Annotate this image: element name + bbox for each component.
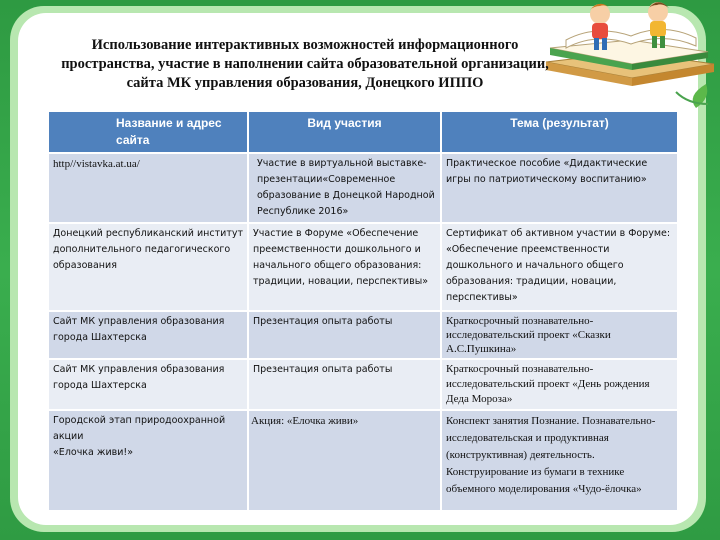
table-header-row: [49, 112, 678, 153]
table-row: [49, 410, 678, 510]
cell-site: http//vistavka.at.ua/: [49, 153, 248, 223]
cell-site: Сайт МК управления образования города Шахтерска: [49, 359, 248, 410]
cell-result: Краткосрочный познавательно-исследовательский проект «День рождения Деда Мороза»: [441, 359, 678, 410]
cell-result: Сертификат об активном участии в Форуме: «Обеспечение преемственности дошкольного и начального общего образования: традиции, новации, перспективы»: [441, 223, 678, 311]
cell-result: Краткосрочный познавательно-исследовательский проект «Сказки А.С.Пушкина»: [441, 311, 678, 359]
column-header-result: Тема (результат): [441, 112, 678, 153]
cell-site: Сайт МК управления образования города Шахтерска: [49, 311, 248, 359]
cell-participation: Участие в Форуме «Обеспечение преемственности дошкольного и начального общего образования: традиции, новации, перспективы»: [248, 223, 441, 311]
column-header-site: Название и адрес сайта: [49, 112, 248, 153]
children-reading-book-icon: [536, 0, 720, 110]
cell-participation: Участие в виртуальной выставке-презентации«Современное образование в Донецкой Народной Республике 2016»: [248, 153, 441, 223]
table-row: [49, 311, 678, 359]
cell-participation: Презентация опыта работы: [248, 311, 441, 359]
cell-result: Практическое пособие «Дидактические игры по патриотическому воспитанию»: [441, 153, 678, 223]
slide-title: Использование интерактивных возможностей информационного пространства, участие в наполнении сайта образовательной организации, сайта МК управления образования, Донецкого ИППО: [61, 37, 549, 91]
participation-table: [49, 112, 679, 510]
table-row: [49, 153, 678, 223]
table-row: [49, 359, 678, 410]
cell-participation: Презентация опыта работы: [248, 359, 441, 410]
cell-participation: Акция: «Елочка живи»: [248, 410, 441, 510]
table-row: [49, 223, 678, 311]
cell-site: Городской этап природоохранной акции «Елочка живи!»: [49, 410, 248, 510]
cell-result: Конспект занятия Познание. Познавательно-исследовательская и продуктивная (конструктивная) деятельность. Конструирование из бумаги в технике объемного моделирования «Чудо-ёлочка»: [441, 410, 678, 510]
cell-site: Донецкий республиканский институт дополнительного педагогического образования: [49, 223, 248, 311]
column-header-participation: Вид участия: [248, 112, 441, 153]
